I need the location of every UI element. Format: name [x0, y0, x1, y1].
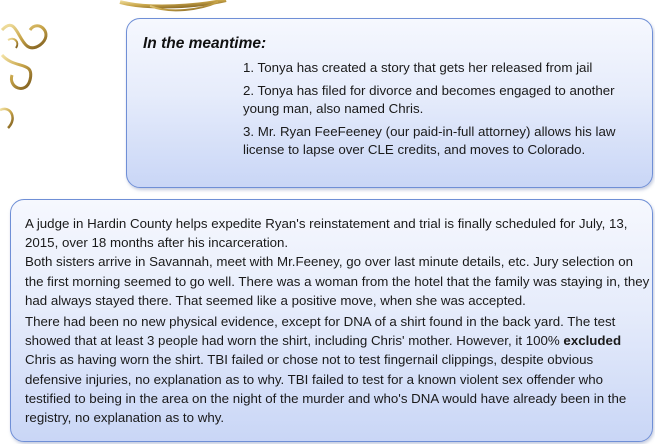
meantime-box — [126, 18, 653, 188]
story-box — [10, 199, 653, 442]
story-text — [25, 214, 651, 427]
story-paragraph-2: Both sisters arrive in Savannah, meet with Mr.Feeney, go over last minute details, etc. Jury selection on the first morning seemed to go well. There was a woman from the hotel that the family was staying in, they had always stayed there. That seemed like a positive move, when she was accepted. — [25, 254, 650, 308]
story-text-span: There had been no new physical evidence, except for DNA of a shirt found in the back yard. The test showed that at least 3 people had worn the shirt, including Chris' mother. However, it 100% — [25, 314, 616, 349]
excluded-emphasis: excluded — [563, 333, 622, 349]
list-item: 2. Tonya has filed for divorce and becomes engaged to another young man, also named Chris. — [243, 83, 615, 116]
story-text-span: Chris as having worn the shirt. TBI failed or chose not to test fingernail clippings, despite obvious defensive injuries, no explanation as to why. TBI failed to test for a known violent sex offender who testified to being in the area on the night of the murder and who's DNA would have already been in the registry, no explanation as to why. — [25, 352, 627, 426]
list-item: 3. Mr. Ryan FeeFeeney (our paid-in-full attorney) allows his law license to lapse over CLE credits, and moves to Colorado. — [243, 124, 616, 157]
meantime-title: In the meantime: — [143, 35, 267, 52]
list-item: 1. Tonya has created a story that gets her released from jail — [243, 60, 593, 75]
story-paragraph-1: A judge in Hardin County helps expedite Ryan's reinstatement and trial is finally scheduled for July, 13, 2015, over 18 months after his incarceration. — [25, 216, 628, 251]
story-paragraph-3 — [25, 312, 651, 427]
meantime-list — [243, 59, 643, 164]
